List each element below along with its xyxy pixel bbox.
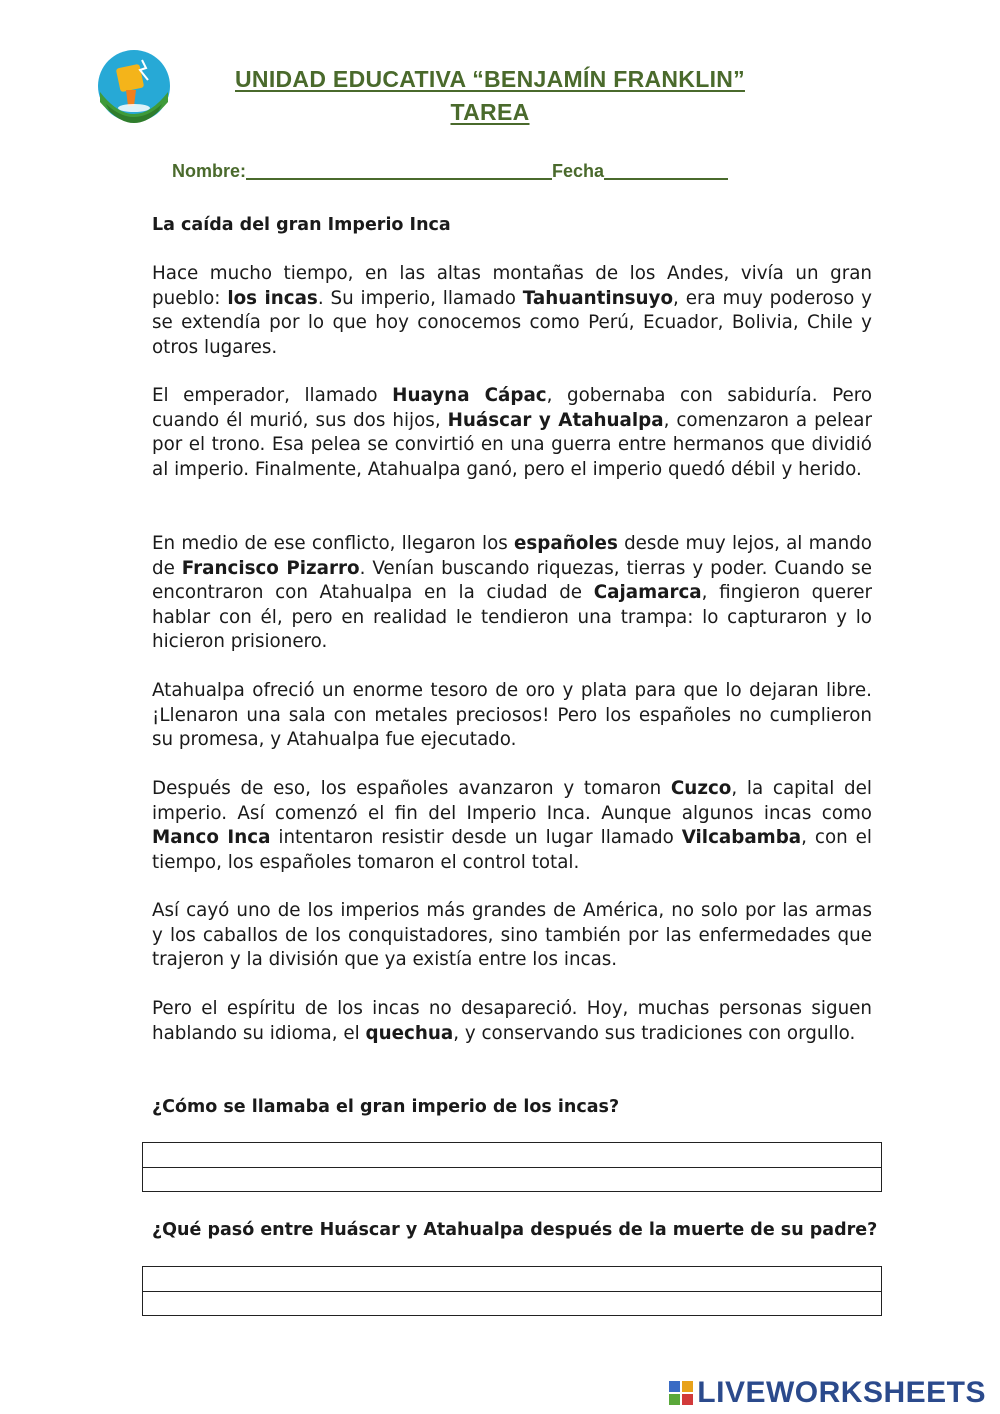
logo-block <box>669 1381 680 1392</box>
text-run: Después de eso, los españoles avanzaron y tomaron <box>152 778 671 799</box>
paragraph <box>152 679 872 753</box>
bold-text: quechua <box>365 1022 454 1044</box>
text-run: Atahualpa ofreció un enorme tesoro de oro y plata para que lo dejaran libre. ¡Llenaron una sala con metales preciosos! Pero los españoles no cumplieron su promesa, y Atahualpa fue ejecutado. <box>152 680 872 751</box>
text-run: . Venían buscando riquezas, tierras y poder. Cuando se encontraron con Atahualpa en la ciudad de <box>152 557 872 604</box>
reading-title: La caída del gran Imperio Inca <box>152 215 451 235</box>
logo-block <box>682 1381 693 1392</box>
answer-box-1[interactable] <box>142 1142 882 1192</box>
name-label: Nombre: <box>172 161 247 181</box>
name-field[interactable] <box>246 160 552 180</box>
text-run: En medio de ese conflicto, llegaron los <box>152 533 515 554</box>
question-1: ¿Cómo se llamaba el gran imperio de los incas? <box>152 1097 620 1117</box>
student-info-row <box>172 160 728 182</box>
liveworksheets-watermark <box>669 1376 986 1410</box>
paragraph <box>152 777 872 875</box>
date-field[interactable] <box>604 160 728 180</box>
text-run: . Su imperio, llamado <box>317 287 523 309</box>
logo-block <box>669 1394 680 1405</box>
text-run: , era muy poderoso y se extendía por lo que hoy conocemos como Perú, Ecuador, Bolivia, Chile y otros lugares. <box>152 287 872 358</box>
bold-text: Cuzco <box>670 778 732 799</box>
liveworksheets-logo-icon <box>669 1381 693 1405</box>
text-run: , la capital del imperio. Así comenzó el fin del Imperio Inca. Aunque algunos incas como <box>152 778 872 824</box>
bold-text: Francisco Pizarro <box>181 557 360 579</box>
bold-text: españoles <box>514 533 618 554</box>
text-run: desde muy lejos, al mando de <box>152 533 872 579</box>
school-logo <box>96 46 172 126</box>
text-run: , comenzaron a pelear por el trono. Esa pelea se convirtió en una guerra entre hermanos que dividió al imperio. Finalmente, Atahualpa ganó, pero el imperio quedó débil y herido. <box>152 409 872 480</box>
text-run: , con el tiempo, los españoles tomaron el control total. <box>152 827 872 873</box>
bold-text: Vilcabamba <box>681 827 802 849</box>
bold-text: los incas <box>227 287 318 309</box>
question-2: ¿Qué pasó entre Huáscar y Atahualpa después de la muerte de su padre? <box>152 1220 878 1240</box>
answer-box-2[interactable] <box>142 1266 882 1316</box>
text-run: Así cayó uno de los imperios más grandes de América, no solo por las armas y los caballos de los conquistadores, sino también por las enfermedades que trajeron y la división que ya existía entre los incas. <box>152 900 872 971</box>
text-run: , gobernaba con sabiduría. Pero cuando él murió, sus dos hijos, <box>152 385 873 431</box>
paragraph <box>152 997 872 1046</box>
bold-text: Manco Inca <box>152 827 271 849</box>
text-run: Pero el espíritu de los incas no desapareció. Hoy, muchas personas siguen hablando su idioma, el <box>152 998 872 1044</box>
paragraph <box>152 384 872 482</box>
paragraph <box>152 899 872 973</box>
text-run: , fingieron querer hablar con él, pero en realidad le tendieron una trampa: lo capturaron y lo hicieron prisionero. <box>152 582 872 653</box>
bold-text: Tahuantinsuyo <box>522 287 674 309</box>
assignment-label: TAREA <box>450 99 530 125</box>
date-label: Fecha <box>552 161 605 181</box>
bold-text: Huáscar y Atahualpa <box>447 409 664 431</box>
school-name: UNIDAD EDUCATIVA “BENJAMÍN FRANKLIN” <box>235 66 745 92</box>
watermark-text: LIVEWORKSHEETS <box>697 1376 986 1409</box>
text-run: intentaron resistir desde un lugar llamado <box>270 827 682 849</box>
bold-text: Huayna Cápac <box>392 385 547 406</box>
text-run: El emperador, llamado <box>152 385 393 406</box>
bold-text: Cajamarca <box>593 582 702 604</box>
paragraph <box>152 262 872 360</box>
text-run: , y conservando sus tradiciones con orgullo. <box>453 1022 856 1044</box>
text-run: Hace mucho tiempo, en las altas montañas de los Andes, vivía un gran pueblo: <box>152 263 872 309</box>
paragraph <box>152 532 872 655</box>
logo-block <box>682 1394 693 1405</box>
